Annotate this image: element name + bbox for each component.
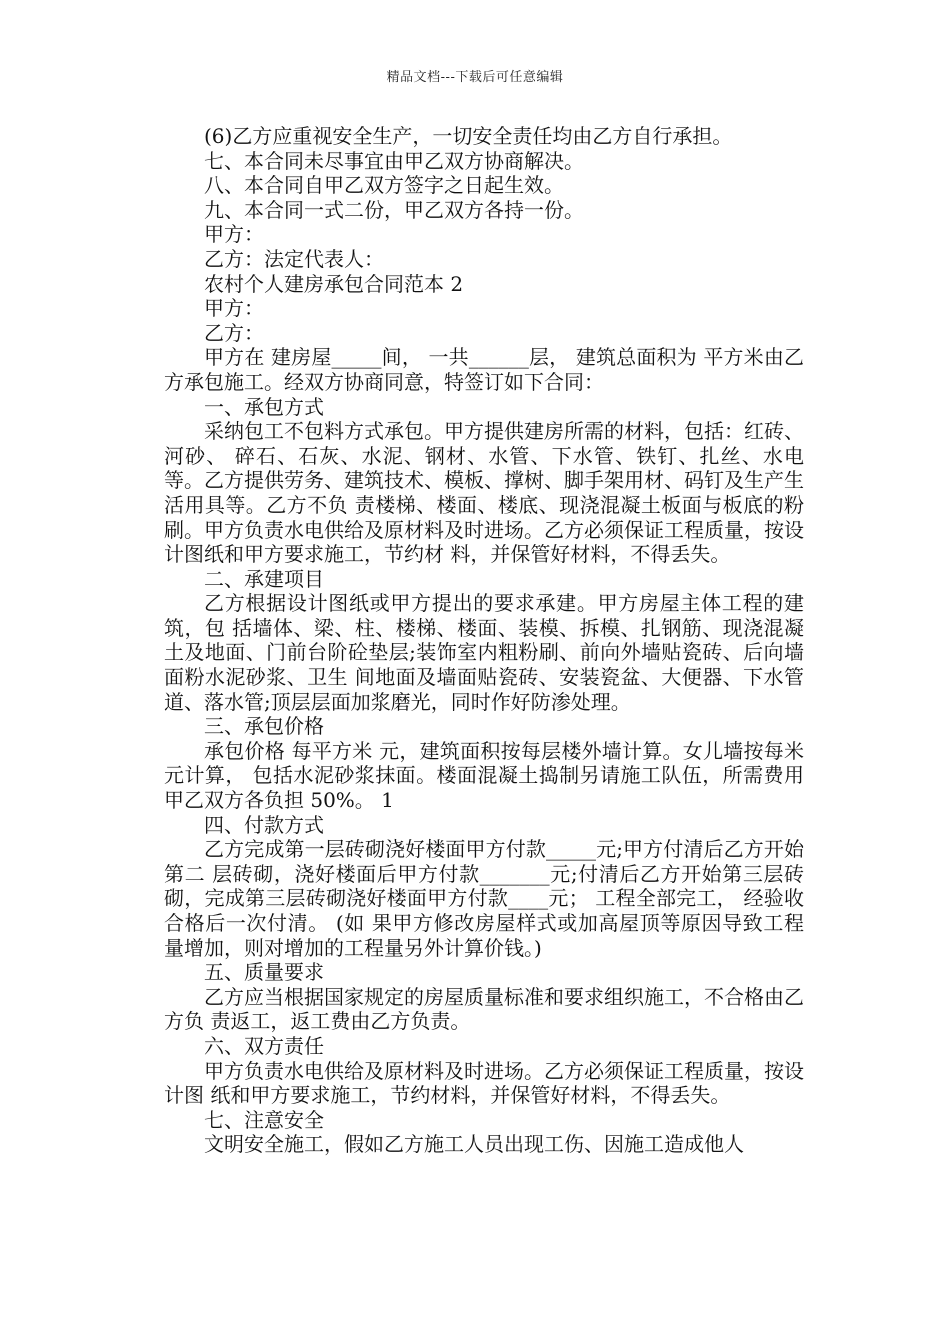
paragraph: 七、本合同未尽事宜由甲乙双方协商解决。 — [204, 148, 584, 173]
paragraph: 甲方在 建房屋_____间， 一共______层， 建筑总面积为 平方米由乙方承包施工。经双方协商同意，特签订如下合同： — [164, 345, 804, 394]
paragraph: 四、付款方式 — [204, 812, 324, 837]
paragraph: 甲方： — [204, 296, 264, 321]
paragraph: 乙方： — [204, 320, 264, 345]
paragraph: 八、本合同自甲乙双方签字之日起生效。 — [204, 173, 564, 198]
paragraph: 承包价格 每平方米 元，建筑面积按每层楼外墙计算。女儿墙按每米 元计算， 包括水泥砂浆抹面。楼面混凝土捣制另请施工队伍，所需费用甲乙双方各负担 50%。 1 — [164, 738, 804, 813]
paragraph: 乙方完成第一层砖砌浇好楼面甲方付款_____元;甲方付清后乙方开始第二 层砖砌，浇好楼面后甲方付款_______元;付清后乙方开始第三层砖砌，完成第三层砖砌浇好楼面甲方付款____元； 工程全部完工， 经验收合格后一次付清。 (如 果甲方修改房屋样式或加高屋顶等原因导致工程量增加，则对增加的工程量另外计算价钱。) — [164, 837, 804, 960]
paragraph: 三、承包价格 — [204, 714, 324, 739]
paragraph: 九、本合同一式二份，甲乙双方各持一份。 — [204, 197, 584, 222]
paragraph: 二、承建项目 — [204, 566, 324, 591]
paragraph: 文明安全施工，假如乙方施工人员出现工伤、因施工造成他人 — [204, 1132, 744, 1157]
paragraph: 六、双方责任 — [204, 1033, 324, 1058]
document-body — [164, 124, 804, 1157]
paragraph: 五、质量要求 — [204, 960, 324, 985]
paragraph: 七、注意安全 — [204, 1107, 324, 1132]
paragraph: 甲方： — [204, 222, 264, 247]
paragraph: 采纳包工不包料方式承包。甲方提供建房所需的材料，包括：红砖、河砂、 碎石、石灰、水泥、钢材、水管、下水管、铁钉、扎丝、水电等。乙方提供劳务、建筑技术、模板、撑树、脚手架用材、码钉及生产生活用具等。乙方不负 责楼梯、楼面、楼底、现浇混凝土板面与板底的粉刷。甲方负责水电供给及原材料及时进场。乙方必须保证工程质量，按设计图纸和甲方要求施工，节约材 料，并保管好材料，不得丢失。 — [164, 419, 804, 567]
paragraph: 甲方负责水电供给及原材料及时进场。乙方必须保证工程质量，按设计图 纸和甲方要求施工，节约材料，并保管好材料，不得丢失。 — [164, 1058, 804, 1108]
paragraph: 乙方根据设计图纸或甲方提出的要求承建。甲方房屋主体工程的建筑，包 括墙体、梁、柱、楼梯、楼面、装模、拆模、扎钢筋、现浇混凝土及地面、门前台阶砼垫层;装饰室内粗粉刷、前向外墙贴瓷砖、后向墙面粉水泥砂浆、卫生 间地面及墙面贴瓷砖、安装瓷盆、大便器、下水管道、落水管;顶层层面加浆磨光，同时作好防渗处理。 — [164, 591, 804, 714]
paragraph: 乙方：法定代表人： — [204, 246, 384, 271]
page-header: 精品文档---下载后可任意编辑 — [386, 70, 564, 85]
paragraph: 农村个人建房承包合同范本 2 — [204, 271, 464, 296]
paragraph: 一、承包方式 — [204, 394, 324, 419]
paragraph: (6)乙方应重视安全生产，一切安全责任均由乙方自行承担。 — [204, 124, 733, 148]
paragraph: 乙方应当根据国家规定的房屋质量标准和要求组织施工，不合格由乙方负 责返工，返工费由乙方负责。 — [164, 984, 804, 1034]
